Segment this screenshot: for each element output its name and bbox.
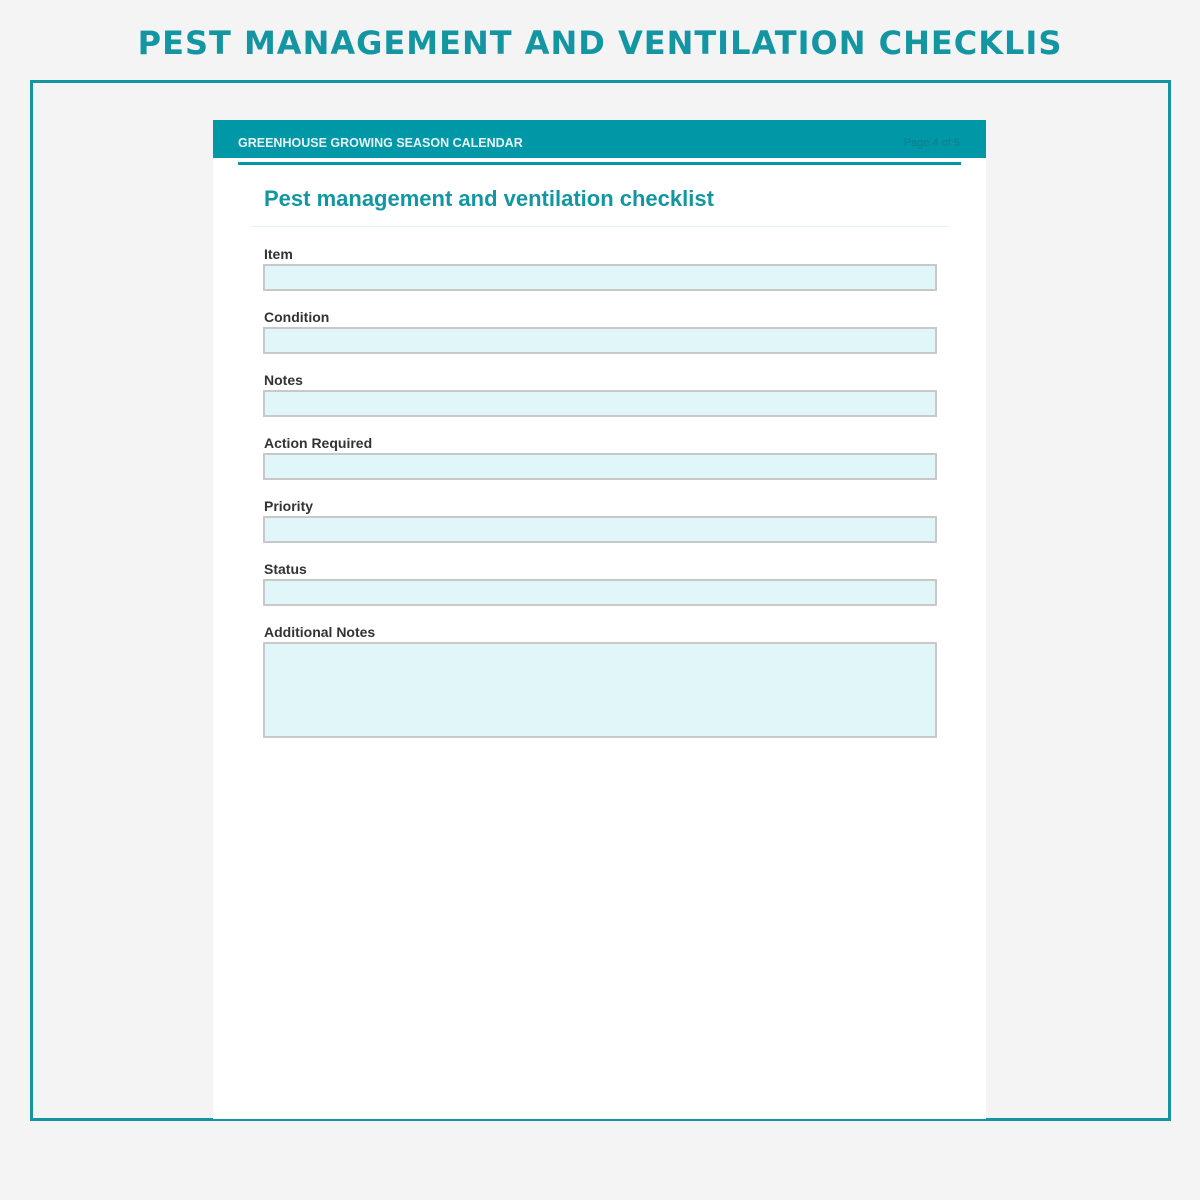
item-field[interactable] [263, 264, 937, 291]
title-divider [251, 226, 949, 227]
form-title: Pest management and ventilation checklist [264, 186, 714, 211]
condition-field[interactable] [263, 327, 937, 354]
action-required-field[interactable] [263, 453, 937, 480]
action-required-label: Action Required [264, 435, 373, 451]
priority-label: Priority [264, 498, 314, 514]
status-field[interactable] [263, 579, 937, 606]
additional-notes-field[interactable] [263, 642, 937, 738]
header-divider [238, 162, 961, 165]
page-indicator: Page 4 of 5 [903, 137, 960, 149]
form-sheet [213, 120, 986, 1119]
header-title: GREENHOUSE GROWING SEASON CALENDAR [238, 136, 523, 150]
item-label: Item [264, 246, 293, 262]
sheet-header-bar [213, 120, 986, 158]
status-label: Status [264, 561, 307, 577]
additional-notes-label: Additional Notes [264, 624, 376, 640]
notes-label: Notes [264, 372, 303, 388]
notes-field[interactable] [263, 390, 937, 417]
page-heading: PEST MANAGEMENT AND VENTILATION CHECKLIS [137, 24, 1063, 62]
priority-field[interactable] [263, 516, 937, 543]
condition-label: Condition [264, 309, 330, 325]
